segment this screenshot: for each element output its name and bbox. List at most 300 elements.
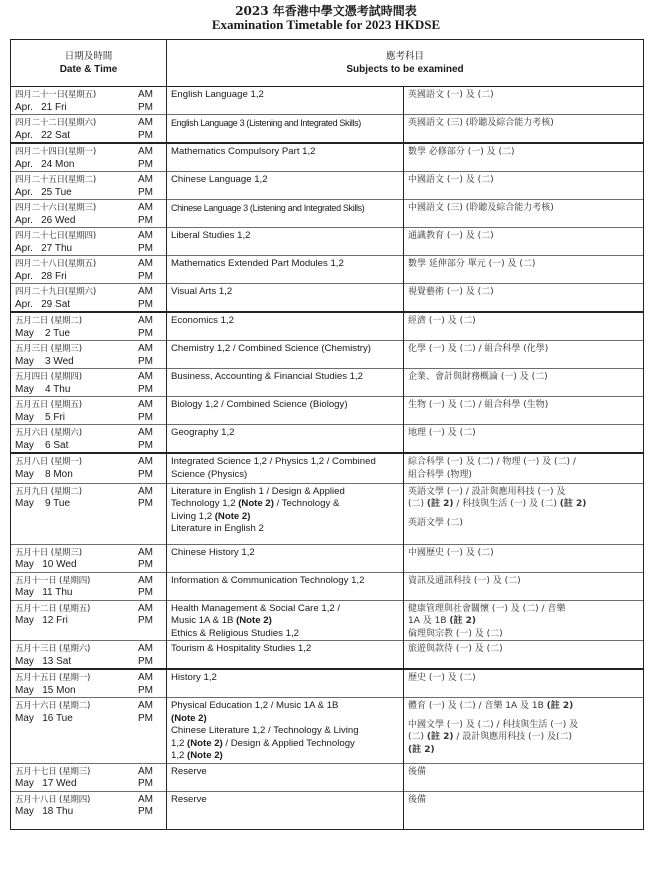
date-line-zh: [15, 643, 162, 656]
exam-row: [11, 200, 644, 228]
subject-zh-line: 數學 延伸部分 單元 (一) 及 (二): [408, 259, 536, 269]
subject-en-line: Liberal Studies 1,2: [171, 230, 251, 241]
subject-zh-line: 企業、會計與財務概論 (一) 及 (二): [408, 372, 548, 382]
am-label: AM: [138, 258, 153, 269]
date-en: Apr. 22 Sat: [15, 129, 71, 141]
subject-zh-cell: [404, 791, 644, 829]
subject-en: [171, 766, 399, 779]
am-label: AM: [138, 643, 153, 654]
date-en: May 4 Thu: [15, 383, 71, 395]
subject-en-line: Tourism & Hospitality Studies 1,2: [171, 643, 312, 654]
exam-row: [11, 791, 644, 829]
page-titles: [0, 4, 652, 32]
subject-zh-cell: [404, 115, 644, 144]
date-line-zh: [15, 89, 162, 102]
subject-zh-line: 中國文學 (一) 及 (二) / 科技與生活 (一) 及: [408, 719, 579, 730]
subject-zh-line: 健康管理與社會關懷 (一) 及 (二) / 音樂: [408, 603, 566, 614]
date-line-en: [15, 656, 162, 669]
pm-label: PM: [138, 327, 153, 339]
subject-en-line: 1,2 (Note 2): [171, 750, 223, 761]
pm-label: PM: [138, 383, 153, 395]
am-label: AM: [138, 117, 153, 128]
subject-en-line: Physical Education 1,2 / Music 1A & 1B: [171, 700, 339, 711]
subject-en-line: Economics 1,2: [171, 315, 234, 326]
pm-label: PM: [138, 270, 153, 282]
subject-zh-line: 數學 必修部分 (一) 及 (二): [408, 147, 515, 157]
date-en: May 12 Fri: [15, 615, 68, 626]
exam-row: [11, 312, 644, 341]
subject-en: [171, 427, 399, 440]
subject-zh-line: (二) (註 2) / 設計與應用科技 (一) 及(二): [408, 732, 573, 742]
date-line-zh: [15, 258, 162, 271]
subject-en-cell: [167, 256, 404, 284]
date-en: May 6 Sat: [15, 439, 69, 451]
pm-label: PM: [138, 242, 153, 254]
pm-label: PM: [138, 101, 153, 113]
subject-en-cell: [167, 397, 404, 425]
subjects-header-zh: 應考科目: [386, 51, 425, 62]
exam-row: [11, 341, 644, 369]
subject-zh-cell: [404, 669, 644, 698]
subject-zh-line: 中國語文 (三) (聆聽及綜合能力考核): [408, 203, 554, 213]
subject-en-cell: [167, 115, 404, 144]
subject-en-cell: [167, 791, 404, 829]
subject-en: [171, 643, 399, 656]
date-zh: 四月二十四日(星期一): [15, 147, 96, 157]
subject-zh: [408, 766, 639, 779]
date-line-en: [15, 159, 162, 172]
pm-label: PM: [138, 186, 153, 198]
date-line-zh: [15, 174, 162, 187]
subject-en-line: Geography 1,2: [171, 427, 235, 438]
subject-en: [171, 258, 399, 271]
date-header-en: Date & Time: [59, 64, 118, 75]
subject-en-line: Technology 1,2 (Note 2) / Technology &: [171, 498, 340, 509]
subject-zh: [408, 399, 639, 412]
date-en: Apr. 25 Tue: [15, 186, 72, 198]
date-zh: 五月十三日 (星期六): [15, 644, 91, 654]
subject-zh-cell: [404, 397, 644, 425]
exam-row: [11, 453, 644, 483]
pm-label: PM: [138, 158, 153, 170]
subject-en-cell: [167, 600, 404, 641]
subject-zh: [408, 575, 639, 588]
subject-en-line: Reserve: [171, 793, 207, 805]
date-en: May 17 Wed: [15, 778, 77, 789]
subject-en: [171, 202, 399, 215]
pm-label: PM: [138, 712, 153, 724]
date-cell: [11, 763, 167, 791]
subject-en-cell: [167, 698, 404, 764]
subject-en-line: Reserve: [171, 765, 207, 777]
subject-en-cell: [167, 228, 404, 256]
subject-en-line: Chinese Language 1,2: [171, 174, 268, 185]
exam-row: [11, 87, 644, 115]
subject-zh-line: 英語文學 (一) / 設計與應用科技 (一) 及: [408, 486, 566, 497]
am-label: AM: [138, 574, 153, 586]
exam-row: [11, 544, 644, 572]
pm-label: PM: [138, 129, 153, 141]
subject-en-line: Chinese Literature 1,2 / Technology & Living: [171, 725, 359, 736]
date-cell: [11, 200, 167, 228]
subject-en: [171, 89, 399, 102]
subject-en-cell: [167, 200, 404, 228]
subject-en-cell: [167, 341, 404, 369]
subject-en: [171, 486, 399, 536]
date-line-zh: [15, 230, 162, 243]
exam-row: [11, 698, 644, 764]
subject-en: [171, 343, 399, 356]
subject-en: [171, 575, 399, 588]
subject-en-line: Integrated Science 1,2 / Physics 1,2 / Combined: [171, 456, 376, 467]
am-label: AM: [138, 315, 153, 326]
subject-en-line: Music 1A & 1B (Note 2): [171, 615, 272, 626]
date-zh: 五月五日 (星期五): [15, 400, 82, 410]
subject-zh-cell: [404, 172, 644, 200]
subject-zh: [408, 343, 639, 356]
date-cell: [11, 341, 167, 369]
subject-en-line: (Note 2): [171, 712, 207, 724]
date-en: May 9 Tue: [15, 498, 71, 509]
subject-en-cell: [167, 369, 404, 397]
subject-en-cell: [167, 572, 404, 600]
pm-label: PM: [138, 655, 153, 667]
subject-zh: [408, 146, 639, 159]
subject-en-cell: [167, 425, 404, 454]
date-cell: [11, 115, 167, 144]
date-zh: 五月十七日 (星期三): [15, 766, 91, 777]
date-en: Apr. 21 Fri: [15, 101, 67, 113]
date-en: May 13 Sat: [15, 655, 72, 667]
date-line-zh: [15, 547, 162, 560]
subject-en: [171, 371, 399, 384]
subject-zh-cell: [404, 425, 644, 454]
exam-row: [11, 483, 644, 544]
subject-en-line: Biology 1,2 / Combined Science (Biology): [171, 399, 348, 410]
date-line-en: [15, 215, 162, 228]
date-line-en: [15, 498, 162, 511]
date-line-zh: [15, 766, 162, 779]
subject-en-cell: [167, 641, 404, 670]
date-line-zh: [15, 486, 162, 499]
subject-en-line: Health Management & Social Care 1,2 /: [171, 602, 341, 614]
date-line-zh: [15, 286, 162, 299]
date-line-zh: [15, 603, 162, 616]
subject-en-line: 1,2 (Note 2) / Design & Applied Technology: [171, 737, 355, 749]
am-label: AM: [138, 485, 153, 497]
date-en: May 15 Mon: [15, 684, 76, 696]
subjects-header: [167, 40, 644, 87]
am-label: AM: [138, 230, 153, 241]
date-line-zh: [15, 672, 162, 685]
subject-zh: [408, 794, 639, 807]
date-line-en: [15, 271, 162, 284]
am-label: AM: [138, 700, 153, 711]
subject-zh: [408, 174, 639, 187]
date-en: May 2 Tue: [15, 327, 71, 339]
date-line-en: [15, 713, 162, 726]
date-en: May 8 Mon: [15, 468, 73, 480]
date-line-en: [15, 412, 162, 425]
date-zh: 四月二十二日(星期六): [15, 118, 96, 128]
subject-en: [171, 230, 399, 243]
date-en: Apr. 29 Sat: [15, 298, 71, 310]
title-chinese: 2023 年香港中學文憑考試時間表: [235, 4, 417, 18]
subject-en: [171, 399, 399, 412]
subject-zh: [408, 427, 639, 440]
date-zh: 四月二十六日(星期三): [15, 203, 96, 213]
subject-en-line: Chinese Language 3 (Listening and Integrated Skills): [171, 203, 365, 213]
timetable-body: [11, 87, 644, 830]
subject-en: [171, 700, 399, 763]
date-line-en: [15, 187, 162, 200]
date-cell: [11, 87, 167, 115]
subject-zh: [408, 258, 639, 271]
pm-label: PM: [138, 355, 153, 367]
am-label: AM: [138, 602, 153, 614]
subject-zh-line: 1A 及 1B (註 2): [408, 616, 476, 626]
am-label: AM: [138, 371, 153, 382]
date-line-zh: [15, 575, 162, 588]
subject-en-line: Visual Arts 1,2: [171, 286, 233, 297]
subject-zh: [408, 603, 639, 641]
date-cell: [11, 483, 167, 544]
pm-label: PM: [138, 298, 153, 310]
subject-zh-cell: [404, 763, 644, 791]
am-label: AM: [138, 174, 153, 185]
date-zh: 四月二十九日(星期六): [15, 287, 96, 297]
pm-label: PM: [138, 684, 153, 696]
subject-zh-line: (二) (註 2) / 科技與生活 (一) 及 (二) (註 2): [408, 499, 587, 509]
subject-zh-line: 體育 (一) 及 (二) / 音樂 1A 及 1B (註 2): [408, 701, 574, 711]
subject-zh-line: 中國歷史 (一) 及 (二): [408, 547, 494, 558]
subject-en-line: Mathematics Extended Part Modules 1,2: [171, 258, 344, 269]
subject-en-cell: [167, 284, 404, 313]
date-line-en: [15, 615, 162, 628]
date-en: May 18 Thu: [15, 806, 74, 817]
date-line-en: [15, 685, 162, 698]
subject-en-line: Literature in English 1 / Design & Applied: [171, 485, 345, 497]
exam-row: [11, 397, 644, 425]
subject-en-line: English Language 3 (Listening and Integrated Skills): [171, 118, 361, 128]
subject-zh-line: 中國語文 (一) 及 (二): [408, 175, 494, 185]
date-zh: 五月十日 (星期三): [15, 547, 82, 558]
date-zh: 五月四日 (星期四): [15, 372, 82, 382]
exam-row: [11, 228, 644, 256]
date-line-en: [15, 440, 162, 453]
subject-zh-line: 資訊及通訊科技 (一) 及 (二): [408, 575, 521, 586]
date-line-zh: [15, 399, 162, 412]
subject-en: [171, 146, 399, 159]
subject-en-line: History 1,2: [171, 672, 217, 683]
subject-zh-line: 歷史 (一) 及 (二): [408, 673, 476, 683]
subject-en-cell: [167, 669, 404, 698]
subject-zh: [408, 547, 639, 560]
date-line-en: [15, 243, 162, 256]
date-line-en: [15, 587, 162, 600]
date-line-zh: [15, 343, 162, 356]
am-label: AM: [138, 546, 153, 558]
date-cell: [11, 544, 167, 572]
date-cell: [11, 172, 167, 200]
date-line-zh: [15, 371, 162, 384]
subject-en-line: Literature in English 2: [171, 523, 264, 534]
date-line-en: [15, 102, 162, 115]
subject-en: [171, 794, 399, 807]
date-line-zh: [15, 700, 162, 713]
date-cell: [11, 425, 167, 454]
pm-label: PM: [138, 214, 153, 226]
date-time-header: [11, 40, 167, 87]
date-zh: 五月十五日 (星期一): [15, 673, 91, 683]
date-line-en: [15, 806, 162, 819]
subject-zh-cell: [404, 369, 644, 397]
exam-row: [11, 669, 644, 698]
pm-label: PM: [138, 587, 153, 598]
date-en: May 16 Tue: [15, 712, 73, 724]
subject-en-cell: [167, 453, 404, 483]
subject-zh-cell: [404, 600, 644, 641]
subject-en: [171, 315, 399, 328]
subject-zh-cell: [404, 284, 644, 313]
subject-zh: [408, 202, 639, 215]
subject-en-cell: [167, 763, 404, 791]
date-line-en: [15, 559, 162, 572]
subject-zh-cell: [404, 341, 644, 369]
subject-zh-line: 視覺藝術 (一) 及 (二): [408, 287, 494, 297]
date-cell: [11, 369, 167, 397]
date-zh: 五月二日 (星期二): [15, 316, 82, 326]
subject-zh: [408, 371, 639, 384]
subjects-header-en: Subjects to be examined: [346, 64, 464, 75]
date-zh: 五月十八日 (星期四): [15, 794, 91, 805]
exam-row: [11, 763, 644, 791]
date-line-en: [15, 130, 162, 143]
date-line-zh: [15, 427, 162, 440]
subject-zh-cell: [404, 228, 644, 256]
subject-zh-cell: [404, 143, 644, 172]
am-label: AM: [138, 89, 153, 100]
subject-zh: [408, 486, 639, 530]
subject-en-line: Chemistry 1,2 / Combined Science (Chemistry): [171, 343, 371, 354]
subject-en: [171, 456, 399, 481]
am-label: AM: [138, 793, 153, 805]
date-zh: 五月六日 (星期六): [15, 428, 82, 438]
subject-zh-line: 英國語文 (三) (聆聽及綜合能力考核): [408, 118, 554, 128]
date-cell: [11, 453, 167, 483]
subject-zh-line: (註 2): [408, 744, 435, 755]
date-cell: [11, 791, 167, 829]
exam-row: [11, 284, 644, 313]
subject-zh-line: 生物 (一) 及 (二) / 組合科學 (生物): [408, 400, 549, 410]
subject-en-line: Living 1,2 (Note 2): [171, 510, 251, 522]
date-zh: 五月八日 (星期一): [15, 457, 82, 467]
subject-zh-line: 後備: [408, 766, 427, 777]
pm-label: PM: [138, 468, 153, 480]
date-line-zh: [15, 202, 162, 215]
date-en: May 10 Wed: [15, 559, 77, 570]
subject-en: [171, 174, 399, 187]
subject-zh: [408, 89, 639, 102]
date-zh: 四月二十七日(星期四): [15, 231, 96, 241]
subject-zh: [408, 315, 639, 328]
exam-row: [11, 143, 644, 172]
date-line-zh: [15, 315, 162, 328]
date-cell: [11, 600, 167, 641]
date-en: May 5 Fri: [15, 411, 66, 423]
pm-label: PM: [138, 411, 153, 423]
date-zh: 四月二十一日(星期五): [15, 90, 96, 100]
date-cell: [11, 284, 167, 313]
subject-zh: [408, 672, 639, 685]
am-label: AM: [138, 202, 153, 213]
subject-zh-cell: [404, 698, 644, 764]
subject-zh-cell: [404, 483, 644, 544]
subject-zh-line: 化學 (一) 及 (二) / 組合科學 (化學): [408, 344, 549, 354]
date-cell: [11, 312, 167, 341]
subject-zh: [408, 700, 639, 756]
timetable: [10, 39, 644, 830]
date-zh: 四月二十八日(星期五): [15, 259, 96, 269]
date-zh: 五月三日 (星期三): [15, 344, 82, 354]
date-line-zh: [15, 146, 162, 159]
subject-zh-cell: [404, 312, 644, 341]
pm-label: PM: [138, 439, 153, 451]
date-en: May 11 Thu: [15, 587, 73, 598]
subject-en-cell: [167, 483, 404, 544]
subject-zh: [408, 117, 639, 130]
date-cell: [11, 641, 167, 670]
subject-en-line: Business, Accounting & Financial Studies 1,2: [171, 371, 363, 382]
subject-zh-cell: [404, 200, 644, 228]
am-label: AM: [138, 456, 153, 467]
subject-en-cell: [167, 87, 404, 115]
subject-en: [171, 117, 399, 130]
pm-label: PM: [138, 559, 153, 570]
date-line-zh: [15, 794, 162, 807]
subject-zh-line: 後備: [408, 794, 427, 805]
subject-zh: [408, 643, 639, 656]
title-english: Examination Timetable for 2023 HKDSE: [211, 17, 441, 32]
date-en: May 3 Wed: [15, 355, 74, 367]
subject-en: [171, 603, 399, 641]
date-line-en: [15, 384, 162, 397]
date-cell: [11, 669, 167, 698]
date-cell: [11, 572, 167, 600]
subject-zh-cell: [404, 544, 644, 572]
subject-en-cell: [167, 544, 404, 572]
subject-en: [171, 672, 399, 685]
header-row: [11, 40, 644, 87]
exam-row: [11, 641, 644, 670]
am-label: AM: [138, 765, 153, 777]
date-line-en: [15, 328, 162, 341]
subject-en-cell: [167, 312, 404, 341]
subject-zh: [408, 456, 639, 481]
am-label: AM: [138, 399, 153, 410]
exam-row: [11, 600, 644, 641]
am-label: AM: [138, 286, 153, 297]
subject-zh-cell: [404, 453, 644, 483]
subject-zh-cell: [404, 572, 644, 600]
date-zh: 五月十六日 (星期二): [15, 701, 91, 711]
subject-en-line: Mathematics Compulsory Part 1,2: [171, 146, 316, 157]
exam-row: [11, 115, 644, 144]
date-line-en: [15, 469, 162, 482]
subject-zh-line: 倫理與宗教 (一) 及 (二): [408, 628, 503, 639]
subject-en-line: Science (Physics): [171, 468, 248, 480]
subject-en-line: Ethics & Religious Studies 1,2: [171, 627, 299, 639]
